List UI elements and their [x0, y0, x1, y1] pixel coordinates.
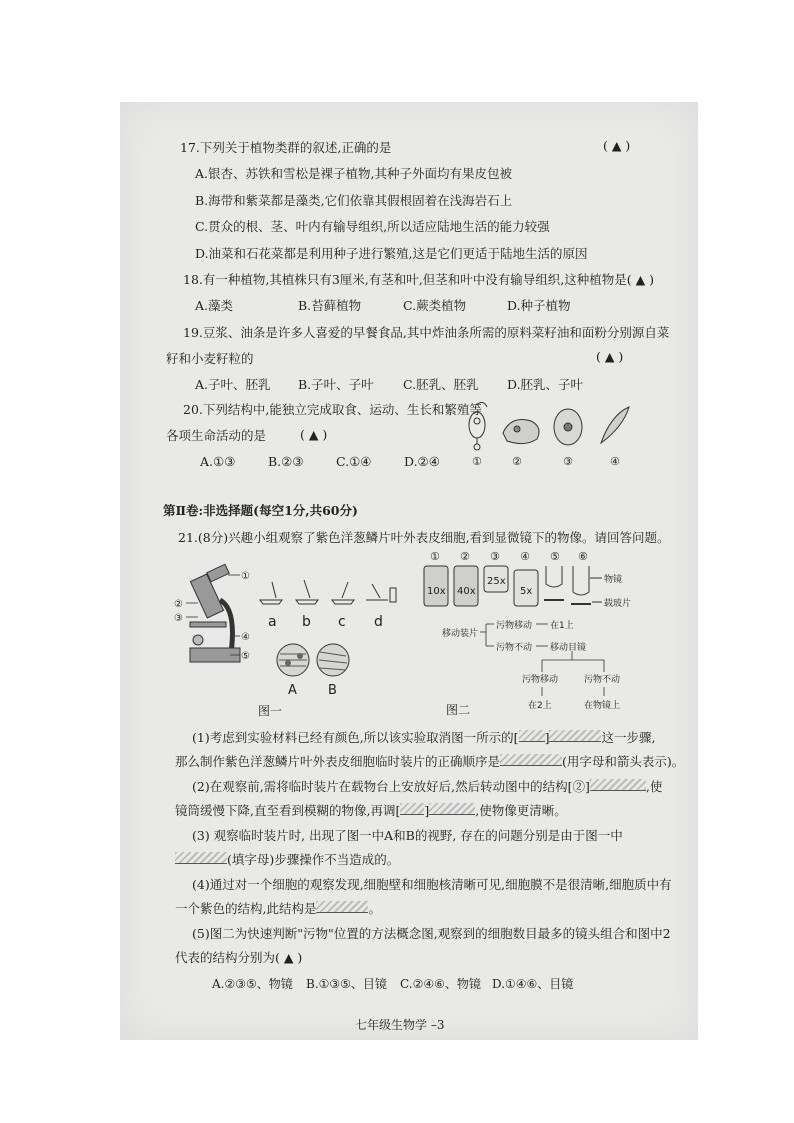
flow-on-2: 在2上 — [528, 701, 552, 711]
q19-option-d: D.胚乳、子叶 — [507, 377, 584, 392]
q20-option-c: C.①④ — [336, 454, 372, 469]
q18-option-c: C.蕨类植物 — [403, 298, 467, 313]
q19-option-b: B.子叶、子叶 — [298, 377, 374, 392]
q21-p1-line2 — [175, 754, 684, 770]
q21-p3-blank-steps[interactable] — [175, 852, 227, 864]
objective-label: 物镜 — [604, 575, 623, 585]
organism-3-illustration — [554, 409, 582, 445]
lens-mark-40x: 40x — [457, 586, 476, 597]
step-label-a: a — [268, 614, 277, 630]
q21-p1-text-e: (用字母和箭头表示)。 — [562, 754, 685, 769]
figure-1 — [168, 560, 408, 720]
organism-label-2: ② — [512, 455, 522, 468]
q21-p2-line1 — [192, 779, 662, 795]
lens-mark-10x: 10x — [427, 586, 446, 597]
q20-stem-line2: 各项生命活动的是 — [166, 428, 267, 443]
flow-dirt-still-2: 污物不动 — [584, 675, 621, 685]
q21-p2-text-a: (2)在观察前,需将临时装片在载物台上安放好后,然后转动图中的结构[②] — [192, 779, 590, 794]
view-a-illustration — [277, 644, 309, 676]
q21-p1-blank-step[interactable] — [519, 730, 545, 742]
step-label-d: d — [374, 614, 383, 630]
q21-p4-line1: (4)通过对一个细胞的观察发现,细胞壁和细胞核清晰可见,细胞膜不是很清晰,细胞质中有 — [192, 877, 672, 892]
flow-dirt-moves-2: 污物移动 — [522, 675, 559, 685]
organism-figures — [455, 395, 635, 470]
lens-number-5: ⑤ — [550, 550, 560, 563]
q21-p3-line1: (3) 观察临时装片时, 出现了图一中A和B的视野, 存在的问题分别是由于图一中 — [192, 828, 623, 843]
q21-p2-text-e: ,使物像更清晰。 — [475, 803, 567, 818]
view-label-a: A — [288, 683, 297, 698]
page-footer: 七年级生物学 –3 — [355, 1018, 445, 1032]
q17-option-c: C.贯众的根、茎、叶内有输导组织,所以适应陆地生活的能力较强 — [195, 219, 550, 234]
organism-1-illustration — [469, 402, 487, 450]
lens-number-3: ③ — [490, 550, 500, 563]
q17-answer-mark: ( ▲ ) — [603, 138, 631, 153]
view-b-illustration — [317, 644, 349, 676]
q19-stem-line2: 籽和小麦籽粒的 — [166, 351, 254, 366]
q20-answer-mark: ( ▲ ) — [300, 427, 328, 442]
micro-label-4: ④ — [241, 632, 250, 643]
view-label-b: B — [328, 683, 337, 698]
q21-p2-text-d: ] — [424, 803, 430, 818]
organism-label-3: ③ — [563, 455, 573, 468]
q21-p4-text-b: 一个紫色的结构,此结构是 — [175, 901, 317, 916]
lens-number-4: ④ — [520, 550, 530, 563]
q21-p3-text-b: (填字母)步骤操作不当造成的。 — [227, 852, 400, 867]
microscope-illustration — [190, 564, 240, 662]
micro-label-5: ⑤ — [241, 651, 250, 662]
lens-number-6: ⑥ — [578, 550, 588, 563]
q21-p3-line2 — [175, 852, 399, 868]
q21-p2-blank-name[interactable] — [429, 803, 475, 815]
q20-stem-line1: 20.下列结构中,能独立完成取食、运动、生长和繁殖等 — [183, 402, 482, 417]
q20-option-d: D.②④ — [404, 454, 440, 469]
step-label-b: b — [302, 614, 311, 630]
q18-stem: 18.有一种植物,其植株只有3厘米,有茎和叶,但茎和叶中没有输导组织,这种植物是( ▲ ) — [183, 272, 655, 287]
micro-label-2: ② — [174, 599, 183, 610]
figure-1-caption: 图一 — [258, 704, 283, 718]
figure-2 — [412, 548, 642, 720]
figure-2-caption: 图二 — [446, 703, 471, 717]
q21-p4-blank-structure[interactable] — [316, 901, 368, 913]
flow-dirt-still: 污物不动 — [496, 643, 533, 653]
q18-option-a: A.藻类 — [195, 298, 234, 313]
micro-label-1: ① — [241, 571, 250, 582]
step-label-c: c — [338, 614, 346, 630]
q21-p1-text-b: ] — [544, 730, 550, 745]
flow-dirt-moves: 污物移动 — [496, 621, 533, 631]
lens-mark-25x: 25x — [487, 576, 506, 587]
q21-p5-line2: 代表的结构分别为( ▲ ) — [175, 950, 303, 965]
q21-stem: 21.(8分)兴趣小组观察了紫色洋葱鳞片叶外表皮细胞,看到显微镜下的物像。请回答问题。 — [178, 530, 670, 545]
q21-p5-option-d: D.①④⑥、目镜 — [492, 977, 574, 991]
flow-on-objective: 在物镜上 — [584, 701, 621, 711]
q21-p5-option-b: B.①③⑤、目镜 — [306, 977, 387, 991]
q19-option-a: A.子叶、胚乳 — [195, 377, 271, 392]
flow-move-eyepiece: 移动目镜 — [550, 643, 587, 653]
lens-mark-5x: 5x — [520, 586, 533, 597]
organism-label-1: ① — [472, 455, 482, 468]
procedure-steps-illustration — [260, 580, 396, 604]
flow-chart-lines — [480, 624, 604, 696]
flow-move-slide: 移动装片 — [442, 629, 479, 639]
q21-p1-line1 — [192, 730, 655, 746]
q21-p5-line1: (5)图二为快速判断"污物"位置的方法概念图,观察到的细胞数目最多的镜头组合和图中2 — [192, 926, 671, 941]
q17-stem: 17.下列关于植物类群的叙述,正确的是 — [180, 140, 392, 155]
section-2-heading: 第Ⅱ卷:非选择题(每空1分,共60分) — [163, 503, 358, 518]
q20-option-a: A.①③ — [200, 454, 236, 469]
q21-p2-blank-number[interactable] — [400, 803, 424, 815]
q21-p1-blank-name[interactable] — [549, 730, 601, 742]
q19-answer-mark: ( ▲ ) — [596, 349, 624, 364]
q21-p4-line2 — [175, 901, 381, 917]
q21-p1-text-a: (1)考虑到实验材料已经有颜色,所以该实验取消图一所示的[ — [192, 730, 519, 745]
q21-p1-text-d: 那么制作紫色洋葱鳞片叶外表皮细胞临时装片的正确顺序是 — [175, 754, 501, 769]
q20-option-b: B.②③ — [268, 454, 304, 469]
organism-4-illustration — [601, 407, 629, 443]
q17-option-a: A.银杏、苏铁和雪松是裸子植物,其种子外面均有果皮包被 — [195, 166, 512, 181]
q18-option-d: D.种子植物 — [507, 298, 571, 313]
q21-p2-text-c: 镜筒缓慢下降,直至看到模糊的物像,再调[ — [175, 803, 401, 818]
q21-p1-text-c: 这一步骤, — [601, 730, 656, 745]
q21-p2-text-b: ,使 — [645, 779, 663, 794]
q21-p2-line2 — [175, 803, 567, 819]
micro-label-3: ③ — [174, 613, 183, 624]
q17-option-d: D.油菜和石花菜都是利用种子进行繁殖,这是它们更适于陆地生活的原因 — [195, 246, 588, 261]
slide-label: 载玻片 — [604, 599, 632, 609]
q21-p4-text-c: 。 — [368, 901, 381, 916]
q19-stem-line1: 19.豆浆、油条是许多人喜爱的早餐食品,其中炸油条所需的原料菜籽油和面粉分别源自菜 — [183, 325, 670, 340]
q21-p5-option-c: C.②④⑥、物镜 — [400, 977, 481, 991]
q21-p2-blank-structure[interactable] — [590, 779, 646, 791]
q17-option-b: B.海带和紫菜都是藻类,它们依靠其假根固着在浅海岩石上 — [195, 193, 513, 208]
organism-label-4: ④ — [610, 455, 620, 468]
lens-number-2: ② — [460, 550, 470, 563]
q21-p5-option-a: A.②③⑤、物镜 — [212, 977, 293, 991]
objective-distance-illustration — [544, 566, 602, 604]
q18-option-b: B.苔藓植物 — [298, 298, 362, 313]
q19-option-c: C.胚乳、胚乳 — [403, 377, 479, 392]
q21-p1-blank-order[interactable] — [500, 754, 562, 766]
lens-number-1: ① — [430, 550, 440, 563]
organism-2-illustration — [503, 420, 539, 444]
flow-on-1: 在1上 — [550, 621, 574, 631]
